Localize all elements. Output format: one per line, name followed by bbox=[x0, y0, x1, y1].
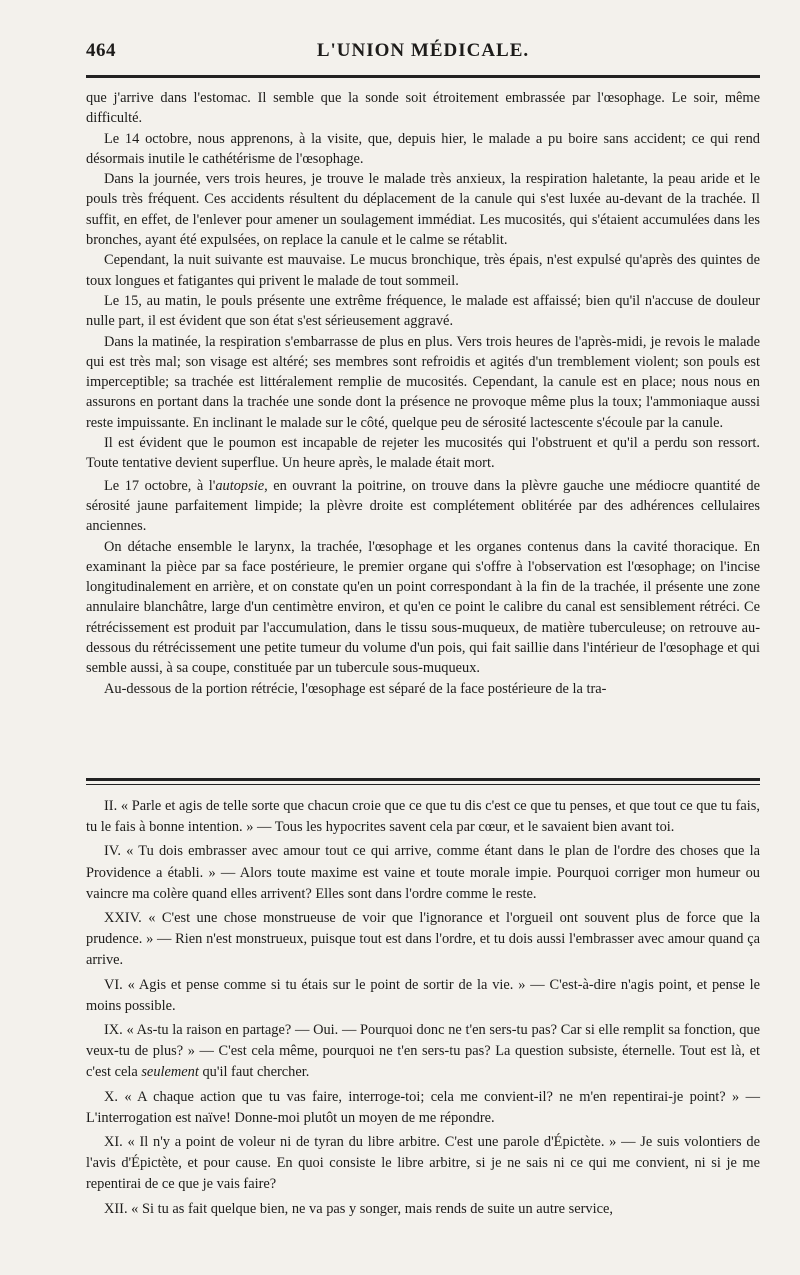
paragraph: Dans la matinée, la respiration s'embarrasse de plus en plus. Vers trois heures de l'après-midi, je revois le malade qui est très mal; son visage est altéré; ses membres sont refroidis et agités d'un tremblement violent; son pouls est imperceptible; sa trachée est littéralement remplie de mucosités. Cependant, la canule est en place; nous nous en assurons en portant dans la trachée une sonde dont la présence ne provoque même plus la toux; l'ammoniaque aussi reste impuissante. En inclinant le malade sur le côté, quelque peu de sérosité lactescente s'écoule par la canule. bbox=[86, 333, 760, 431]
maxim: X. « A chaque action que tu vas faire, interroge-toi; cela me convient-il? ne m'en repentirai-je point? » — L'interrogation est naïve! Donne-moi plutôt un moyen de me répondre. bbox=[86, 1088, 760, 1126]
paragraph: Le 14 octobre, nous apprenons, à la visite, que, depuis hier, le malade a pu boire sans accident; ce qui rend désormais inutile le cathétérisme de l'œsophage. bbox=[86, 130, 760, 167]
italic-term: seulement bbox=[141, 1064, 199, 1081]
italic-term: autopsie bbox=[215, 477, 265, 494]
paragraph: Le 15, au matin, le pouls présente une extrême fréquence, le malade est affaissé; bien qu'il n'accuse de douleur nulle part, il est évident que son état s'est sérieusement aggravé. bbox=[86, 292, 760, 330]
page-header bbox=[86, 40, 760, 70]
maxim: XI. « Il n'y a point de voleur ni de tyran du libre arbitre. C'est une parole d'Épictète. » — Je suis volontiers de l'avis d'Épictète, et pour cause. En quoi consiste le libre arbitre, si je ne sais ni ce qui me convient, ni si je me repentirai de ce que je vais faire? bbox=[86, 1134, 760, 1193]
maxim: VI. « Agis et pense comme si tu étais sur le point de sortir de la vie. » — C'est-à-dire n'agis point, et pense le moins possible. bbox=[86, 976, 760, 1014]
header-rule bbox=[86, 75, 760, 78]
paragraph: Cependant, la nuit suivante est mauvaise. Le mucus bronchique, très épais, n'est expulsé qu'après des quintes de toux longues et fatigantes qui privent le malade de tout sommeil. bbox=[86, 252, 760, 289]
paragraph: que j'arrive dans l'estomac. Il semble que la sonde soit étroitement embrassée par l'œsophage. Le soir, même difficulté. bbox=[86, 90, 760, 127]
maxim: XII. « Si tu as fait quelque bien, ne va pas y songer, mais rends de suite un autre service, bbox=[104, 1200, 613, 1217]
paragraph: Au-dessous de la portion rétrécie, l'œsophage est séparé de la face postérieure de la tra- bbox=[104, 680, 607, 697]
paragraph: Dans la journée, vers trois heures, je trouve le malade très anxieux, la respiration haletante, la peau aride et le pouls très fréquent. Ces accidents résultent du déplacement de la canule qui s'est luxée au-devant de la trachée. Il suffit, en effet, de l'enlever pour amener un soulagement immédiat. Les mucosités, qui s'étaient accumulées dans les bronches, ayant été expulsées, on replace la canule et le calme se rétablit. bbox=[86, 171, 760, 249]
section-divider bbox=[86, 778, 760, 781]
section-divider-thin bbox=[86, 784, 760, 785]
paragraph: Il est évident que le poumon est incapable de rejeter les mucosités qui l'obstruent et qu'il a perdu son ressort. Toute tentative devient superflue. Un heure après, le malade était mort. bbox=[86, 435, 760, 472]
maxims-text bbox=[86, 796, 760, 1223]
maxim: IV. « Tu dois embrasser avec amour tout ce qui arrive, comme étant dans le plan de l'ordre des choses que la Providence a établi. » — Alors toute maxime est vaine et toute morale impie. Pourquoi corriger mon humeur ou vaincre ma colère quand elles arrivent? Elles sont dans l'ordre comme le reste. bbox=[86, 843, 760, 902]
maxim: II. « Parle et agis de telle sorte que chacun croie que ce que tu dis c'est ce que tu penses, et que tout ce que tu fais, tu le fais à bonne intention. » — Tous les hypocrites savent cela par cœur, et le savaient bien avant toi. bbox=[86, 798, 760, 836]
running-title: L'UNION MÉDICALE. bbox=[316, 40, 530, 61]
maxim: IX. « As-tu la raison en partage? — Oui. — Pourquoi donc ne t'en sers-tu pas? Car si elle remplit sa fonction, que veux-tu de plus? » — C'est cela même, pourquoi ne t'en sers-tu pas? La question subsiste, éternelle. Tout est là, et c'est cela seulement qu'il faut chercher. bbox=[86, 1022, 760, 1081]
page-number: 464 bbox=[86, 40, 116, 61]
maxim: XXIV. « C'est une chose monstrueuse de voir que l'ignorance et l'orgueil ont souvent plus de force que la prudence. » — Rien n'est monstrueux, puisque tout est dans l'ordre, et tu dois aussi l'embrasser avec amour quand ça arrive. bbox=[86, 910, 760, 969]
paragraph-autopsy: Le 17 octobre, à l'autopsie, en ouvrant la poitrine, on trouve dans la plèvre gauche une médiocre quantité de sérosité jaune parfaitement limpide; la plèvre droite est complétement oblitérée par des adhérences cellulaires anciennes. bbox=[86, 477, 761, 535]
paragraph: On détache ensemble le larynx, la trachée, l'œsophage et les organes contenus dans la cavité thoracique. En examinant la pièce par sa face postérieure, le premier organe qui s'offre à l'observation est l'œsophage; on l'incise longitudinalement en arrière, et on constate qu'en un point correspondant à la fin de la trachée, il présente une zone annulaire blanchâtre, large d'un centimètre environ, et qu'en ce point le calibre du canal est sensiblement rétréci. Ce rétrécissement est produit par l'accumulation, dans le tissu sous-muqueux, de matière tuberculeuse; on retrouve au-dessous du rétrécissement une petite tumeur du volume d'un pois, qui fait saillie dans l'intérieur de l'œsophage et qui semble aussi, à sa coupe, constituée par un tubercule sous-muqueux. bbox=[86, 538, 760, 677]
case-report-text bbox=[86, 88, 760, 699]
